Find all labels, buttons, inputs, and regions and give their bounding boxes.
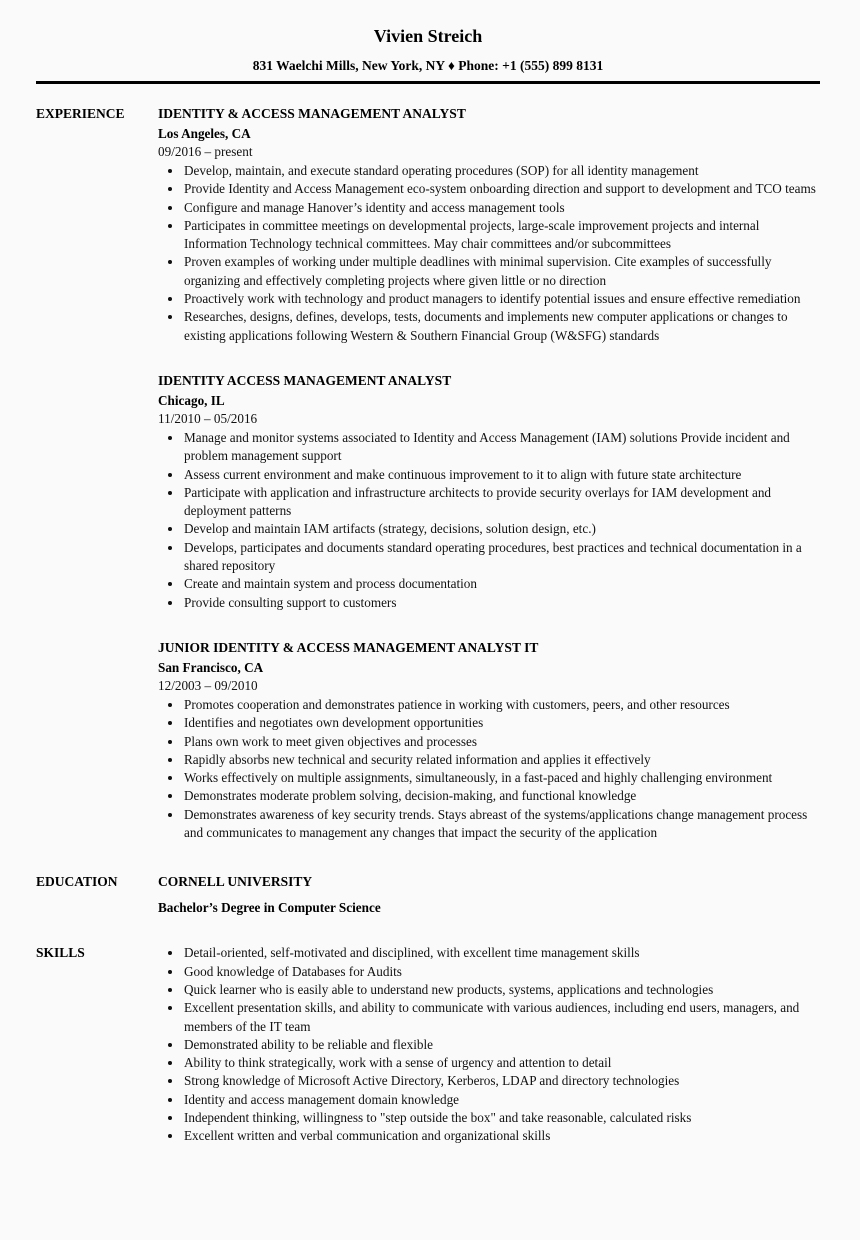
job-location: Los Angeles, CA xyxy=(158,126,251,141)
bullet-item: • Assess current environment and make continuous improvement to it to align with future state architecture xyxy=(183,466,820,484)
bullet-item: • Provide Identity and Access Management eco-system onboarding direction and support to development and TCO teams xyxy=(183,180,820,198)
education-section xyxy=(36,872,820,917)
experience-entry xyxy=(158,104,820,345)
job-dates: 09/2016 – present xyxy=(158,144,253,159)
skills-bullet-list xyxy=(158,944,820,1145)
bullet-item: • Demonstrates moderate problem solving, decision-making, and functional knowledge xyxy=(183,787,820,805)
bullet-item: • Excellent written and verbal communication and organizational skills xyxy=(183,1127,820,1145)
job-dates: 11/2010 – 05/2016 xyxy=(158,410,258,426)
job-dates: 12/2003 – 09/2010 xyxy=(158,677,258,693)
bullet-item: • Ability to think strategically, work with a sense of urgency and attention to detail xyxy=(183,1054,820,1072)
bullet-item: • Participate with application and infrastructure architects to provide security overlays for IAM development and deployment patterns xyxy=(183,484,820,521)
experience-entry xyxy=(158,638,820,842)
bullet-item: • Quick learner who is easily able to understand new products, systems, applications and technologies xyxy=(183,981,820,999)
bullet-item: • Proactively work with technology and product managers to identify potential issues and ensure effective remediation xyxy=(183,290,820,308)
job-bullet-list xyxy=(158,696,820,842)
contact-line: 831 Waelchi Mills, New York, NY ♦ Phone: +1 (555) 899 8131 xyxy=(252,58,604,73)
bullet-item: • Participates in committee meetings on developmental projects, large-scale improvement projects and internal Information Technology technical committees. May chair committees and/or subcommittees xyxy=(183,217,820,254)
bullet-item: • Create and maintain system and process documentation xyxy=(183,575,820,593)
bullet-item: • Demonstrates awareness of key security trends. Stays abreast of the systems/applications change management process and communicates to management any changes that impact the security of the application xyxy=(183,806,820,843)
education-school: CORNELL UNIVERSITY xyxy=(158,874,313,890)
bullet-item: • Promotes cooperation and demonstrates patience in working with customers, peers, and other resources xyxy=(183,696,820,714)
bullet-item: • Proven examples of working under multiple deadlines with minimal supervision. Cite examples of successfully organizing and effectively completing projects where given little or no direction xyxy=(183,253,820,290)
bullet-item: • Plans own work to meet given objectives and processes xyxy=(183,733,820,751)
education-label: EDUCATION xyxy=(36,874,118,890)
job-title: JUNIOR IDENTITY & ACCESS MANAGEMENT ANALYST IT xyxy=(158,639,539,655)
job-bullet-list xyxy=(158,429,820,612)
experience-body xyxy=(158,104,820,842)
job-location: Chicago, IL xyxy=(158,392,225,408)
resume-header xyxy=(36,26,820,74)
job-bullet-list xyxy=(158,162,820,345)
experience-label: EXPERIENCE xyxy=(36,106,125,121)
bullet-item: • Develops, participates and documents standard operating procedures, best practices and technical documentation in a shared repository xyxy=(183,539,820,576)
bullet-item: • Researches, designs, defines, develops, tests, documents and implements new computer applications or changes to existing applications following Western & Southern Financial Group (W&SFG) standards xyxy=(183,308,820,345)
education-body xyxy=(158,872,820,917)
skills-body xyxy=(158,943,820,1145)
bullet-item: • Identity and access management domain knowledge xyxy=(183,1091,820,1109)
bullet-item: • Independent thinking, willingness to "step outside the box" and take reasonable, calculated risks xyxy=(183,1109,820,1127)
bullet-item: • Configure and manage Hanover’s identity and access management tools xyxy=(183,199,820,217)
bullet-item: • Develop, maintain, and execute standard operating procedures (SOP) for all identity management xyxy=(183,162,820,180)
experience-section xyxy=(36,104,820,842)
bullet-item: • Excellent presentation skills, and ability to communicate with various audiences, including end users, managers, and members of the IT team xyxy=(183,999,820,1036)
bullet-item: • Rapidly absorbs new technical and security related information and applies it effectively xyxy=(183,751,820,769)
bullet-item: • Detail-oriented, self-motivated and disciplined, with excellent time management skills xyxy=(183,944,820,962)
bullet-item: • Identifies and negotiates own development opportunities xyxy=(183,714,820,732)
job-title: IDENTITY & ACCESS MANAGEMENT ANALYST xyxy=(158,106,466,121)
header-divider xyxy=(36,81,820,84)
bullet-item: • Demonstrated ability to be reliable and flexible xyxy=(183,1036,820,1054)
bullet-item: • Strong knowledge of Microsoft Active Directory, Kerberos, LDAP and directory technologies xyxy=(183,1072,820,1090)
bullet-item: • Works effectively on multiple assignments, simultaneously, in a fast-paced and highly challenging environment xyxy=(183,769,820,787)
skills-label: SKILLS xyxy=(36,945,85,961)
job-title: IDENTITY ACCESS MANAGEMENT ANALYST xyxy=(158,372,452,388)
bullet-item: • Provide consulting support to customers xyxy=(183,594,820,612)
candidate-name: Vivien Streich xyxy=(373,26,483,46)
bullet-item: • Develop and maintain IAM artifacts (strategy, decisions, solution design, etc.) xyxy=(183,520,820,538)
skills-section xyxy=(36,943,820,1145)
experience-entry xyxy=(158,371,820,612)
bullet-item: • Good knowledge of Databases for Audits xyxy=(183,963,820,981)
education-degree: Bachelor’s Degree in Computer Science xyxy=(158,900,381,916)
job-location: San Francisco, CA xyxy=(158,659,264,675)
bullet-item: • Manage and monitor systems associated to Identity and Access Management (IAM) solutions Provide incident and problem management support xyxy=(183,429,820,466)
